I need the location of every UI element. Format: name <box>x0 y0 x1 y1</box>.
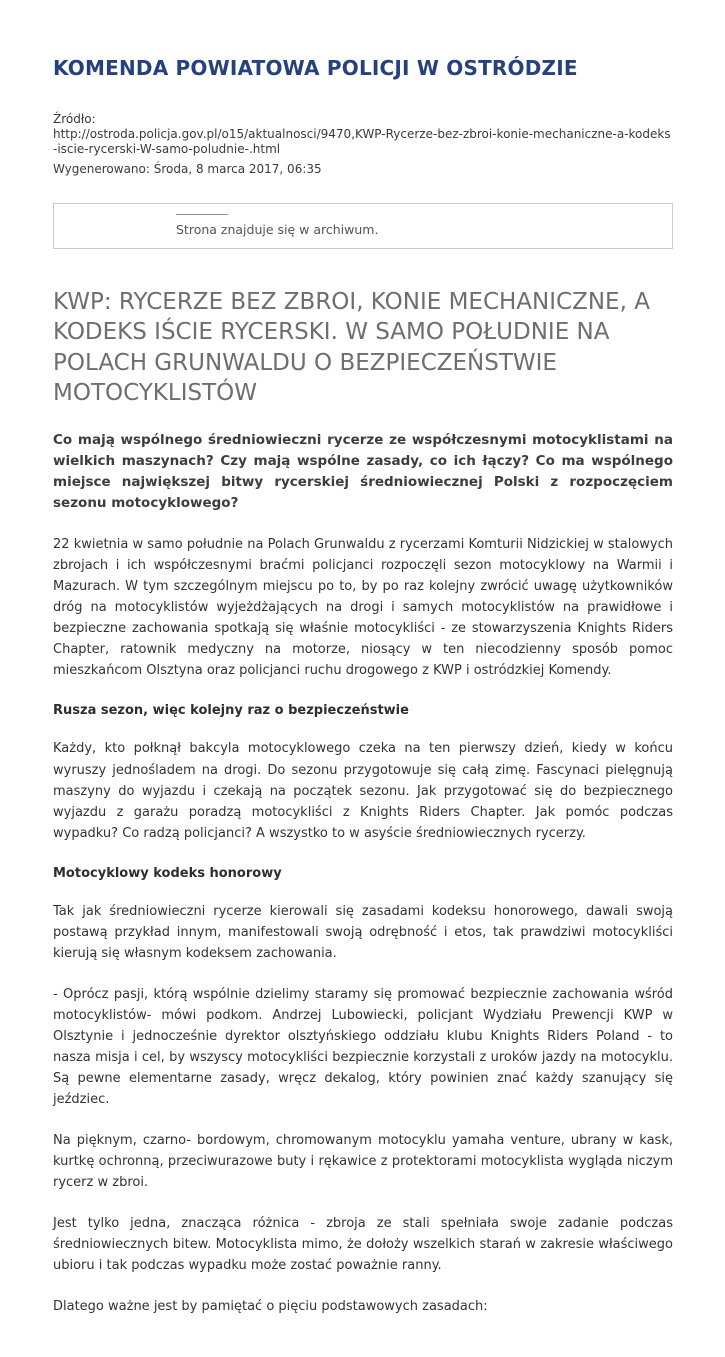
archive-notice-text: Strona znajduje się w archiwum. <box>176 222 379 237</box>
article-lead: Co mają wspólnego średniowieczni rycerze ze współczesnymi motocyklistami na wielkich maszynach? Czy mają wspólne zasady, co ich łączy? Co ma wspólnego miejsce największej bitwy rycerskiej średniowiecznej Polski z rozpoczęciem sezonu motocyklowego? <box>53 432 673 512</box>
article-paragraph: Każdy, kto połknął bakcyla motocyklowego czeka na ten pierwszy dzień, kiedy w końcu wyruszy jednośladem na drogi. Do sezonu przygotowuje się całą zimę. Fascynaci pielęgnują maszyny do wyjazdu i czekają na początek sezonu. Jak przygotować się do bezpiecznego wyjazdu z garażu poradzą motocykliści z Knights Riders Chapter. Jak pomóc podczas wypadku? Co radzą policjanci? A wszystko to w asyście średniowiecznych rycerzy. <box>53 741 673 841</box>
article-paragraph: Dlatego ważne jest by pamiętać o pięciu podstawowych zasadach: <box>53 1299 488 1315</box>
archive-notice-box <box>53 203 673 249</box>
article-subheading: Rusza sezon, więc kolejny raz o bezpieczeństwie <box>53 703 409 719</box>
article-paragraph: 22 kwietnia w samo południe na Polach Grunwaldu z rycerzami Komturii Nidzickiej w stalowych zbrojach i ich współczesnymi braćmi policjanci rozpoczęli sezon motocyklowy na Warmii i Mazurach. W tym szczególnym miejscu po to, by po raz kolejny zwrócić uwagę użytkowników dróg na motocyklistów wyjeżdżających na drogi i samych motocyklistów na prawidłowe i bezpieczne zachowania spotkają się właśnie motocykliści - ze stowarzyszenia Knights Riders Chapter, ratownik medyczny na motorze, niosący w ten niecodzienny sposób pomoc mieszkańcom Olsztyna oraz policjanci ruchu drogowego z KWP i ostródzkiej Komendy. <box>53 537 673 679</box>
archive-divider-line <box>176 214 228 215</box>
article-title: KWP: RYCERZE BEZ ZBROI, KONIE MECHANICZNE, A KODEKS IŚCIE RYCERSKI. W SAMO POŁUDNIE NA POLACH GRUNWALDU O BEZPIECZEŃSTWIE MOTOCYKLISTÓW <box>53 289 650 407</box>
article-paragraph: Jest tylko jedna, znacząca różnica - zbroja ze stali spełniała swoje zadanie podczas średniowiecznych bitew. Motocyklista mimo, że dołoży wszelkich starań w zakresie właściwego ubioru i tak podczas wypadku może zostać poważnie ranny. <box>53 1216 673 1274</box>
source-label: Źródło: <box>53 112 96 126</box>
source-block <box>53 112 673 177</box>
site-header-title: KOMENDA POWIATOWA POLICJI W OSTRÓDZIE <box>53 56 578 80</box>
article-paragraph: Tak jak średniowieczni rycerze kierowali się zasadami kodeksu honorowego, dawali swoją postawą przykład innym, manifestowali swoją odrębność i etos, tak prawdziwi motocykliści kierują się własnym kodeksem zachowania. <box>53 903 673 961</box>
source-url: http://ostroda.policja.gov.pl/o15/aktualnosci/9470,KWP-Rycerze-bez-zbroi-konie-mechaniczne-a-kodeks-iscie-rycerski-W-samo-poludnie-.html <box>53 127 671 156</box>
article-paragraph: Na pięknym, czarno- bordowym, chromowanym motocyklu yamaha venture, ubrany w kask, kurtkę ochronną, przeciwurazowe buty i rękawice z protektorami motocyklista wygląda niczym rycerz w zbroi. <box>53 1133 673 1191</box>
article-subheading: Motocyklowy kodeks honorowy <box>53 865 282 881</box>
generated-timestamp: Wygenerowano: Środa, 8 marca 2017, 06:35 <box>53 162 322 176</box>
article-paragraph: - Oprócz pasji, którą wspólnie dzielimy staramy się promować bezpiecznie zachowania wśród motocyklistów- mówi podkom. Andrzej Lubowiecki, policjant Wydziału Prewencji KWP w Olsztynie i jednocześnie dyrektor olsztyńskiego oddziału klubu Knights Riders Poland - to nasza misja i cel, by wszyscy motocykliści bezpiecznie korzystali z uroków jazdy na motocyklu. Są pewne elementarne zasady, wręcz dekalog, który powinien znać każdy szanujący się jeździec. <box>53 986 673 1108</box>
